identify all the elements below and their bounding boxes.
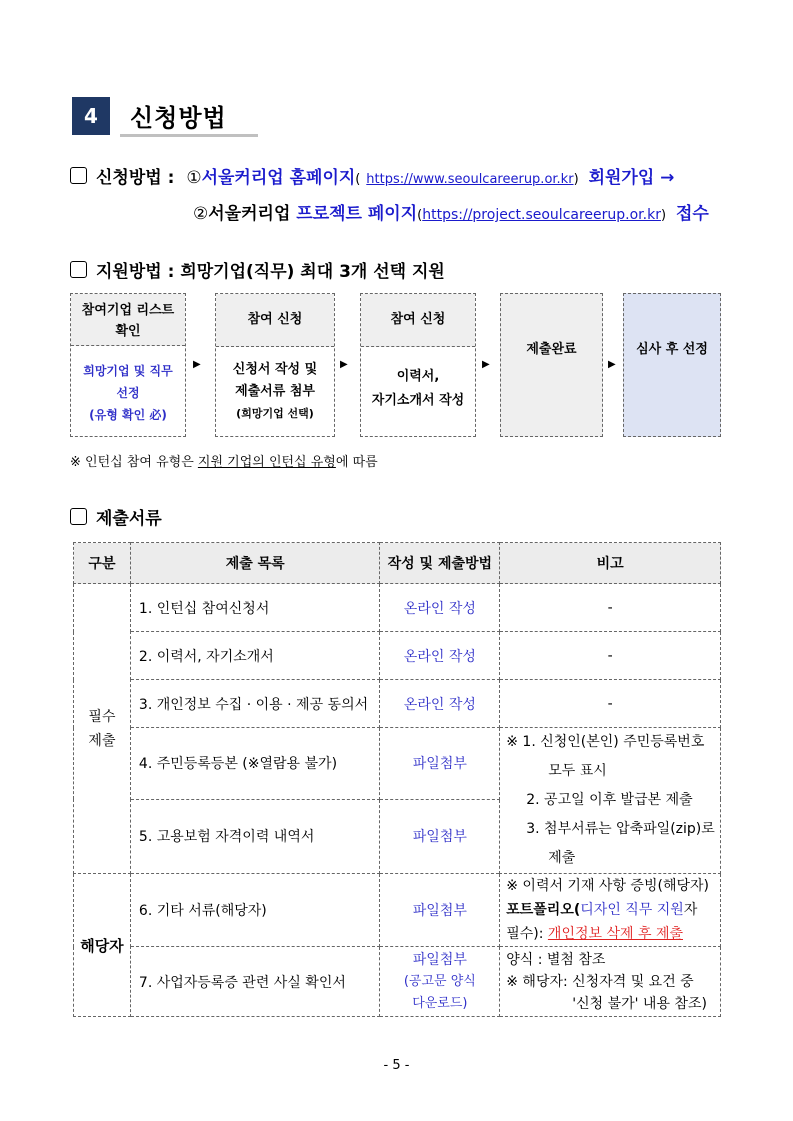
remark-45-line2: 모두 표시 (548, 763, 607, 779)
remark-6-design: 디자인 직무 지원 (580, 902, 684, 918)
remark-cell: - (500, 632, 721, 680)
remark-7-line3: '신청 불가' 내용 참조) (572, 995, 707, 1012)
group-applicable: 해당자 (74, 874, 131, 1017)
item-cell: 3. 개인정보 수집 · 이용 · 제공 동의서 (130, 680, 380, 728)
flow-step-4 (500, 293, 603, 437)
item-cell: 2. 이력서, 자기소개서 (130, 632, 380, 680)
table-row (74, 632, 721, 680)
documents-table (73, 542, 721, 1017)
flow-step-1-head-line2: 확인 (115, 324, 141, 339)
flow-step-5 (623, 293, 721, 437)
page-number: - 5 - (383, 1058, 410, 1073)
checkbox-icon (70, 167, 87, 184)
method-7-line1: 파일첨부 (412, 951, 467, 968)
remark-cell-residence (500, 728, 721, 874)
flow-step-1-body-line2: 선정 (116, 386, 140, 400)
header-category: 구분 (74, 543, 131, 584)
flow-step-5-label: 심사 후 선정 (636, 342, 708, 357)
checkbox-icon (70, 261, 87, 278)
flow-step-3-body-line1: 이력서, (396, 369, 440, 384)
method-cell (380, 947, 500, 1017)
table-row (74, 584, 721, 632)
step1-action: 회원가입 → (588, 168, 675, 188)
header-method: 작성 및 제출방법 (380, 543, 500, 584)
remark-6-suffix: 자 (683, 902, 698, 918)
flow-step-2-head: 참여 신청 (216, 294, 334, 347)
flow-step-3-body-line2: 자기소개서 작성 (371, 393, 465, 408)
step2-circle: ② (193, 204, 209, 224)
flow-step-2 (215, 293, 335, 437)
flow-step-1-head (71, 294, 185, 346)
remark-6-line3 (506, 922, 720, 946)
flow-step-2-body-line1: 신청서 작성 및 (232, 362, 318, 377)
flow-step-2-body-line2: 제출서류 첨부 (235, 384, 315, 399)
method-cell: 온라인 작성 (380, 632, 500, 680)
remark-7-line1: 양식 : 별첨 참조 (506, 951, 606, 968)
apply-method-line1 (96, 163, 674, 188)
item-cell: 5. 고용보험 자격이력 내역서 (130, 799, 380, 873)
flow-step-4-label: 제출완료 (526, 342, 577, 357)
step2-name-blue: 프로젝트 페이지 (296, 204, 418, 224)
homepage-link[interactable]: https://www.seoulcareerup.or.kr (366, 172, 574, 187)
remark-cell: - (500, 680, 721, 728)
method-cell: 파일첨부 (380, 874, 500, 947)
section-title-underline (120, 134, 258, 137)
flow-arrow-icon: ▶ (340, 359, 348, 370)
method-7-line2: (공고문 양식 (403, 973, 476, 989)
flow-step-1-head-line1: 참여기업 리스트 (81, 303, 175, 318)
flow-arrow-icon: ▶ (193, 359, 201, 370)
section-number-badge: 4 (72, 97, 110, 135)
support-method-line: 지원방법 : 희망기업(직무) 최대 3개 선택 지원 (96, 262, 445, 282)
flow-step-3-body (361, 347, 475, 413)
method-7-line3: 다운로드) (412, 995, 468, 1011)
flow-step-1 (70, 293, 186, 437)
item-cell: 4. 주민등록등본 (※열람용 불가) (130, 728, 380, 800)
remark-45-line1: ※ 1. 신청인(본인) 주민등록번호 (506, 734, 705, 750)
item-cell: 1. 인턴십 참여신청서 (130, 584, 380, 632)
flow-arrow-icon: ▶ (608, 359, 616, 370)
remark-6-line2 (506, 898, 720, 922)
remark-cell-business (500, 947, 721, 1017)
remark-7-line2: ※ 해당자: 신청자격 및 요건 중 (506, 973, 694, 990)
item-cell: 6. 기타 서류(해당자) (130, 874, 380, 947)
header-remark: 비고 (500, 543, 721, 584)
step1-circle: ① (186, 168, 202, 188)
note-underlined: 지원 기업의 인턴십 유형 (197, 455, 336, 470)
remark-6-red: 개인정보 삭제 후 제출 (547, 926, 683, 942)
header-items: 제출 목록 (130, 543, 380, 584)
table-row (74, 728, 721, 800)
step2-name-black: 서울커리업 (208, 204, 297, 224)
step2-paren-open: ( (417, 208, 423, 223)
table-header-row (74, 543, 721, 584)
remark-45-line4: 3. 첨부서류는 압축파일(zip)로 (526, 821, 715, 837)
step2-action: 접수 (675, 204, 709, 224)
remark-45-line3: 2. 공고일 이후 발급본 제출 (526, 792, 693, 808)
note-suffix: 에 따름 (335, 455, 378, 470)
step1-name: 서울커리업 홈페이지 (201, 168, 356, 188)
project-page-link[interactable]: https://project.seoulcareerup.or.kr (422, 207, 661, 223)
flow-step-3 (360, 293, 476, 437)
method-cell: 파일첨부 (380, 728, 500, 800)
apply-method-line2 (193, 199, 709, 224)
table-row (74, 874, 721, 947)
flow-step-2-body-line3: (희망기업 선택) (236, 407, 314, 420)
section-title: 신청방법 (130, 104, 227, 132)
flow-step-1-body-line1: 희망기업 및 직무 (83, 364, 173, 378)
remark-6-prefix: 필수): (506, 926, 548, 942)
table-row (74, 680, 721, 728)
step2-paren-close: ) (660, 208, 667, 223)
method-cell: 온라인 작성 (380, 680, 500, 728)
flow-step-1-body-line3: (유형 확인 必) (89, 408, 167, 422)
method-cell: 파일첨부 (380, 799, 500, 873)
remark-6-line1: ※ 이력서 기재 사항 증빙(해당자) (506, 878, 709, 894)
internship-type-note (70, 451, 378, 470)
flow-step-1-body (71, 346, 185, 426)
apply-method-label: 신청방법 : (96, 168, 175, 188)
docs-section-label: 제출서류 (96, 509, 162, 529)
flow-arrow-icon: ▶ (482, 359, 490, 370)
method-cell: 온라인 작성 (380, 584, 500, 632)
flow-step-2-body (216, 347, 334, 425)
table-row (74, 947, 721, 1017)
flow-step-3-head: 참여 신청 (361, 294, 475, 347)
remark-45-line5: 제출 (548, 850, 576, 866)
item-cell: 7. 사업자등록증 관련 사실 확인서 (130, 947, 380, 1017)
note-prefix: ※ 인턴십 참여 유형은 (70, 455, 198, 470)
step1-paren-open: ( (355, 172, 361, 187)
remark-cell-portfolio (500, 874, 721, 947)
group-required: 필수 제출 (74, 584, 131, 874)
step1-paren-close: ) (573, 172, 579, 187)
checkbox-icon (70, 508, 87, 525)
remark-cell: - (500, 584, 721, 632)
remark-6-portfolio: 포트폴리오( (506, 902, 581, 918)
